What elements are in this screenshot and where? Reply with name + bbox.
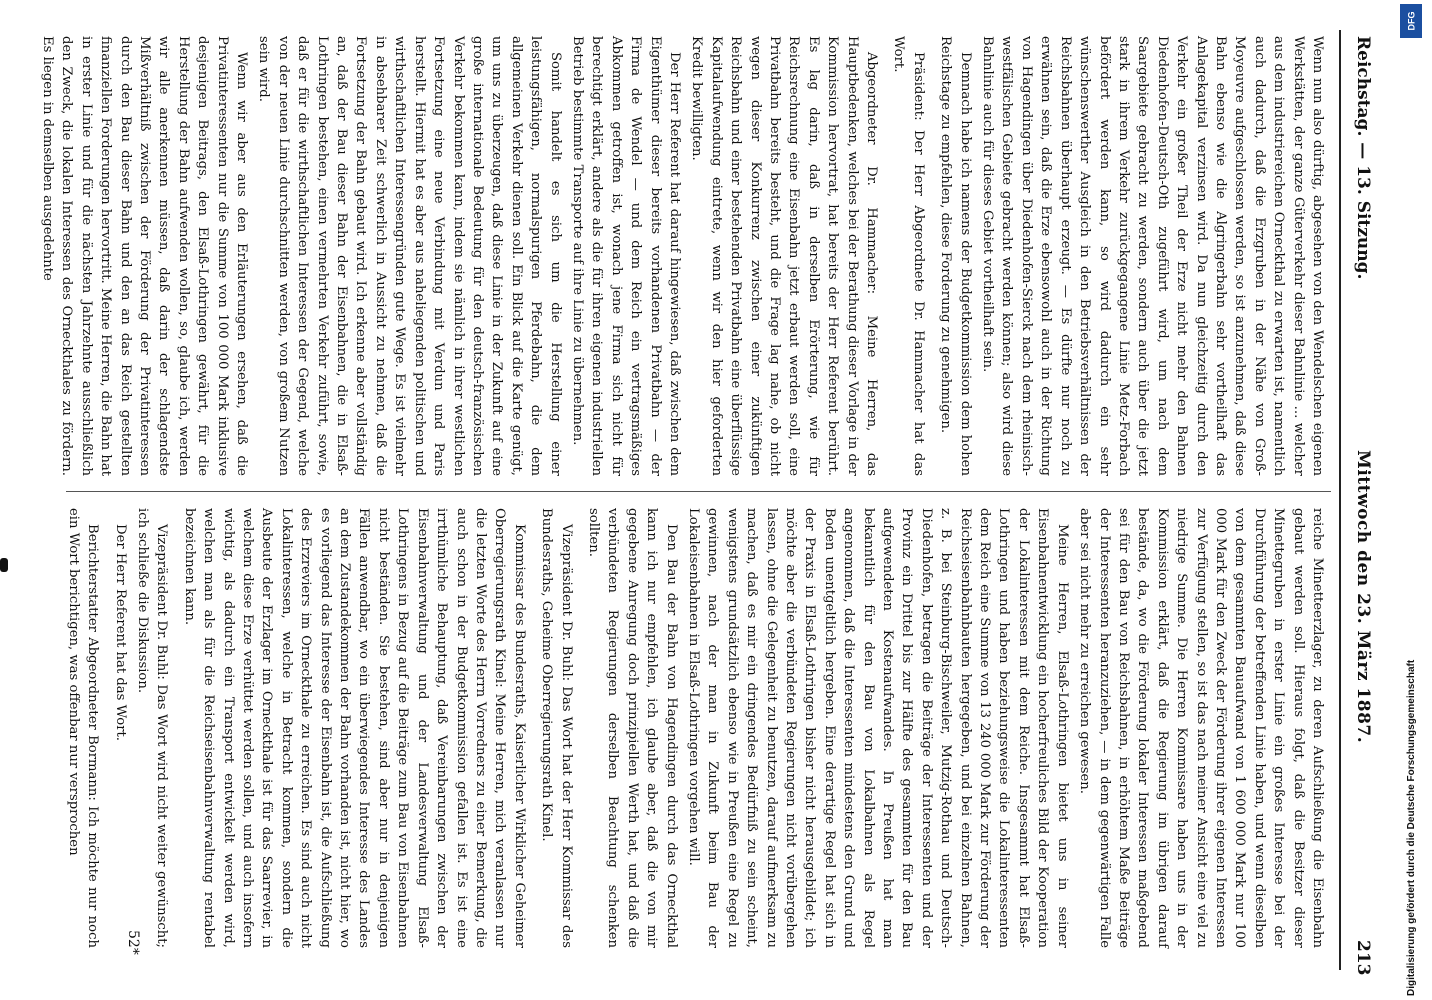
rotated-page-content bbox=[40, 30, 1381, 976]
paragraph: Somit handelt es sich um die Herstellung einer leistungsfähigen, normalspurigen Pferdebahn, die dem allgemeinen Verkehr dienen soll. Ein Blick auf die Karte genügt, um uns zu überzeugen, daß diese Linie in der Zukunft auf eine große internationale Bedeutung für den deutsch-französischen Verkehr bekommen kann, indem sie nämlich in ihrer westlichen Fortsetzung eine neue Verbindung mit Verdun und Paris herstellt. Hiermit hat es aber aus naheliegenden politischen und wirthschaftlichen Interessengründen gute Wege. Es ist vielmehr in absehbarer Zeit schwerlich in Aussicht zu nehmen, daß die Fortsetzung der Bahn gebaut wird. Ich erkenne aber vollständig an, daß der Bau dieser Bahn der Eisenbahnen, die in Elsaß-Lothringen bestehen, einen vermehrten Verkehr zuführt, sowie, daß er für die wirthschaftlichen Interessen der Gegend, welche von der neuen Linie durchschnitten werden, von großem Nutzen sein wird. bbox=[256, 36, 563, 476]
paragraph: Wenn wir aber aus den Erläuterungen ersehen, daß die Privatinteressenten nur die Summe von 100 000 Mark inklusive desjenigen Beitrags, den Elsaß-Lothringen gewährt, für die Herstellung der Bahn aufwenden wollen, so, glaube ich, werden wir alle anerkennen müssen, daß darin der schlagendste Mißverhältniß zwischen der Förderung der Privatinteressen durch den Bau dieser Bahn und den an das Reich gestellten finanziellen Forderungen hervortritt. Meine Herren, die Bahn hat in erster Linie und für die nächsten Jahrzehnte ausschließlich den Zweck, die lokalen Interessen des Orneckthales zu fördern. Es liegen in demselben ausgedehnte bbox=[40, 36, 250, 476]
paragraph: Meine Herren, Elsaß-Lothringen bietet uns in seiner Eisenbahnentwicklung ein hocherfreuliches Bild der Kooperation der Lokalinteressen mit dem Reiche. Insgesammt hat Elsaß-Lothringen und haben beziehungsweise die Lokalinteressenten dem Reich eine Summe von 13 240 000 Mark zur Förderung der Reichseisenbahnbauten hergegeben, und bei einzelnen Bahnen, z. B. bei Steinburg-Bischweiler, Mutzig-Rothau und Deutsch-Diedenhofen, betragen die Beiträge der Interessenten und der Provinz ein Drittel bis zur Hälfte des gesammten für den Bau aufgewendeten Kostenaufwandes. In Preußen hat man bekanntlich für den Bau von Lokalbahnen als Regel angenommen, daß die Interessenten mindestens den Grund und Boden unentgeltlich hergeben. Eine derartige Regel hat sich in der Praxis in Elsaß-Lothringen bisher nicht herausgebildet; ich möchte aber die verbündeten Regierungen nicht vorübergehen lassen, ohne die Gelegenheit zu benutzen, darauf aufmerksam zu machen, daß es mir ein dringendes Bedürfniß zu sein scheint, wenigstens grundsätzlich ebenso wie in Preußen eine Regel zu gewinnen, nach der man in Zukunft beim Bau der Lokaleisenbahnen in Elsaß-Lothringen vorgehen will. bbox=[686, 508, 1070, 948]
page-number: 213 bbox=[1353, 940, 1373, 976]
paragraph: Den Bau der Bahn von Hagendingen durch das Orneckthal kann ich nur empfehlen, ich glaube aber, daß die von mir gegebene Anregung doch prinzipiellen Werth hat, und daß die verbündeten Regierungen derselben Beachtung schenken sollten. bbox=[585, 508, 679, 948]
dfg-logo-icon bbox=[1400, 4, 1422, 38]
scan-edge-mark bbox=[0, 558, 8, 572]
running-head-date: Mittwoch den 23. März 1887. bbox=[1353, 450, 1373, 744]
speaker-paragraph: Vizepräsident Dr. Buhl: Das Wort hat der Herr Kommissar des Bundesraths, Geheime Oberregierungsrath Kinel. bbox=[539, 508, 574, 948]
paragraph: Der Herr Referent hat das Wort. bbox=[112, 524, 128, 741]
signature-mark: 52* bbox=[125, 930, 141, 955]
speaker-paragraph: Präsident: Der Herr Abgeordnete Dr. Hammacher hat das Wort. bbox=[891, 36, 926, 476]
running-head bbox=[1339, 30, 1381, 976]
speaker-paragraph: Berichterstatter Abgeordneter Bormann: Ich möchte nur noch ein Wort berichtigen, was offenbar nur versprochen bbox=[65, 508, 101, 948]
dfg-logo-text: DFG bbox=[1406, 11, 1416, 31]
speaker-paragraph: Kommissar des Bundesraths, Kaiserlicher Wirklicher Geheimer Oberregierungsrath Kinel: Meine Herren, mich veranlassen nur die letzten Worte des Herrn Vorredners zu einer Bemerkung, die auch schon in der Budgetkommission gefallen ist. Es ist eine irrthümliche Behauptung, daß Vereinbarungen zwischen der Eisenbahnverwaltung und der Landesverwaltung Elsaß-Lothringens in Bezug auf die Beiträge zum Bau von Eisenbahnen nicht beständen. Sie bestehen, sind aber nur in denjenigen Fällen anwendbar, wo ein überwiegendes Interesse des Landes an dem Zustandekommen der Bahn vorhanden ist, nicht hier, wo es vorliegend das Interesse der Eisenbahn ist, die Aufschließung des Erzreviers im Orneckthale zu erreichen. Es sind auch nicht Lokalinteressen, welche in Betracht kommen, sondern die Ausbeute der Erzlager im Orneckthale ist für das Saarrevier, in welchem diese Erze verhüttet werden sollen, und auch insofern wichtig, als dadurch ein Transport entwickelt werden wird, welchen man als für die Reichseisenbahnverwaltung rentabel bezeichnen kann. bbox=[181, 508, 527, 948]
paragraph: Der Herr Referent hat darauf hingewiesen, daß zwischen dem Eigenthümer dieser bereits vorhandenen Privatbahn — der Firma de Wendel — und dem Reich ein vertragsmäßiges Abkommen getroffen ist, wonach jene Firma sich nicht für berechtigt erklärt, andere als die für ihren eigenen industriellen Betrieb bestimmte Transporte auf ihre Linie zu übernehmen. bbox=[569, 36, 682, 476]
speaker-paragraph: Vizepräsident Dr. Buhl: Das Wort wird nicht weiter gewünscht; ich schließe die Diskussion. bbox=[135, 508, 170, 948]
paragraph: reiche Minetteerzlager, zu deren Aufschließung die Eisenbahn gebaut werden soll. Hieraus folgt, daß die Besitzer dieser Minettegruben in erster Linie ein großes Interesse bei der Durchführung der betreffenden Linie haben, und wenn dieselben von dem gesammten Bauaufwand von 1 600 000 Mark nur 100 000 Mark für den Zweck der Förderung ihrer eigenen Interessen zur Verfügung stellen, so ist das nach meiner Ansicht eine viel zu niedrige Summe. Die Herren Kommissare haben uns in der Kommission erklärt, daß die Regierung im übrigen darauf bestände, da, wo die Förderung lokaler Interessen maßgebend sei für den Bau von Reichsbahnen, in erhöhtem Maße Beiträge der Interessenten heranzuziehen, — in dem gegenwärtigen Falle aber sei nicht mehr zu erreichen gewesen. bbox=[1077, 508, 1325, 948]
digitization-credit: Digitalisierung gefördert durch die Deutsche Forschungsgemeinschaft bbox=[1406, 659, 1417, 996]
left-column bbox=[40, 36, 1327, 476]
paragraph: Wenn nun also dürftig, abgesehen von den Wendelschen eigenen Werkstätten, der ganze Güterverkehr dieser Bahnlinie ... welcher aus dem industriereichen Orneckthal zu erwarten ist, namentlich auch dadurch, daß die Erzgruben in der Nähe von Groß-Moyeuvre aufgeschlossen werden, so ist anzunehmen, daß diese Bahn ebenso wie die Algringerbahn sehr vortheilhaft das Anlagekapital verzinsen wird. Da nun gleichzeitig durch den Verkehr ein großer Theil der Erze nicht mehr den Bahnen Diedenhofen-Deutsch-Oth zugeführt wird, um nach dem Saargebiete gebracht zu werden, sondern auch über die jetzt stark in ihrem Verkehr zurückgegangene Linie Metz-Forbach befördert werden kann, so wird dadurch ein sehr wünschenswerther Ausgleich in den Betriebsverhältnissen der Reichsbahnen überhaupt erzeugt. — Es dürfte nur noch zu erwähnen sein, daß die Erze ebensowohl auch in der Richtung von Hagendingen über Diedenhofen-Sierck nach dem rheinisch-westfälischen Gebiete gebracht werden können; also wird diese Bahnlinie auch für dieses Gebiet vortheilhaft sein. bbox=[980, 36, 1325, 476]
column-divider bbox=[66, 491, 1331, 492]
running-head-left: Reichstag. — 13. Sitzung. bbox=[1353, 36, 1373, 280]
right-column bbox=[67, 508, 1327, 948]
paragraph: Demnach habe ich namens der Budgetkommission dem hohen Reichstage zu empfehlen, diese Forderung zu genehmigen. bbox=[938, 36, 973, 476]
speaker-paragraph: Abgeordneter Dr. Hammacher: Meine Herren, das Hauptbedenken, welches bei der Berathung dieser Vorlage in der Kommission hervortrat, hat bereits der Herr Referent berührt. Es lag darin, daß in derselben Erörterung, wie für Reichsrechnung eine Eisenbahn jetzt erbaut werden soll, eine Privatbahn bereits besteht, und die Frage lag nahe, ob nicht wegen dieser Konkurrenz zwischen einer zukünftigen Reichsbahn und einer bestehenden Privatbahn eine überflüssige Kapitalaufwendung eintrete, wenn wir den hier geforderten Kredit bewilligten. bbox=[689, 36, 880, 476]
